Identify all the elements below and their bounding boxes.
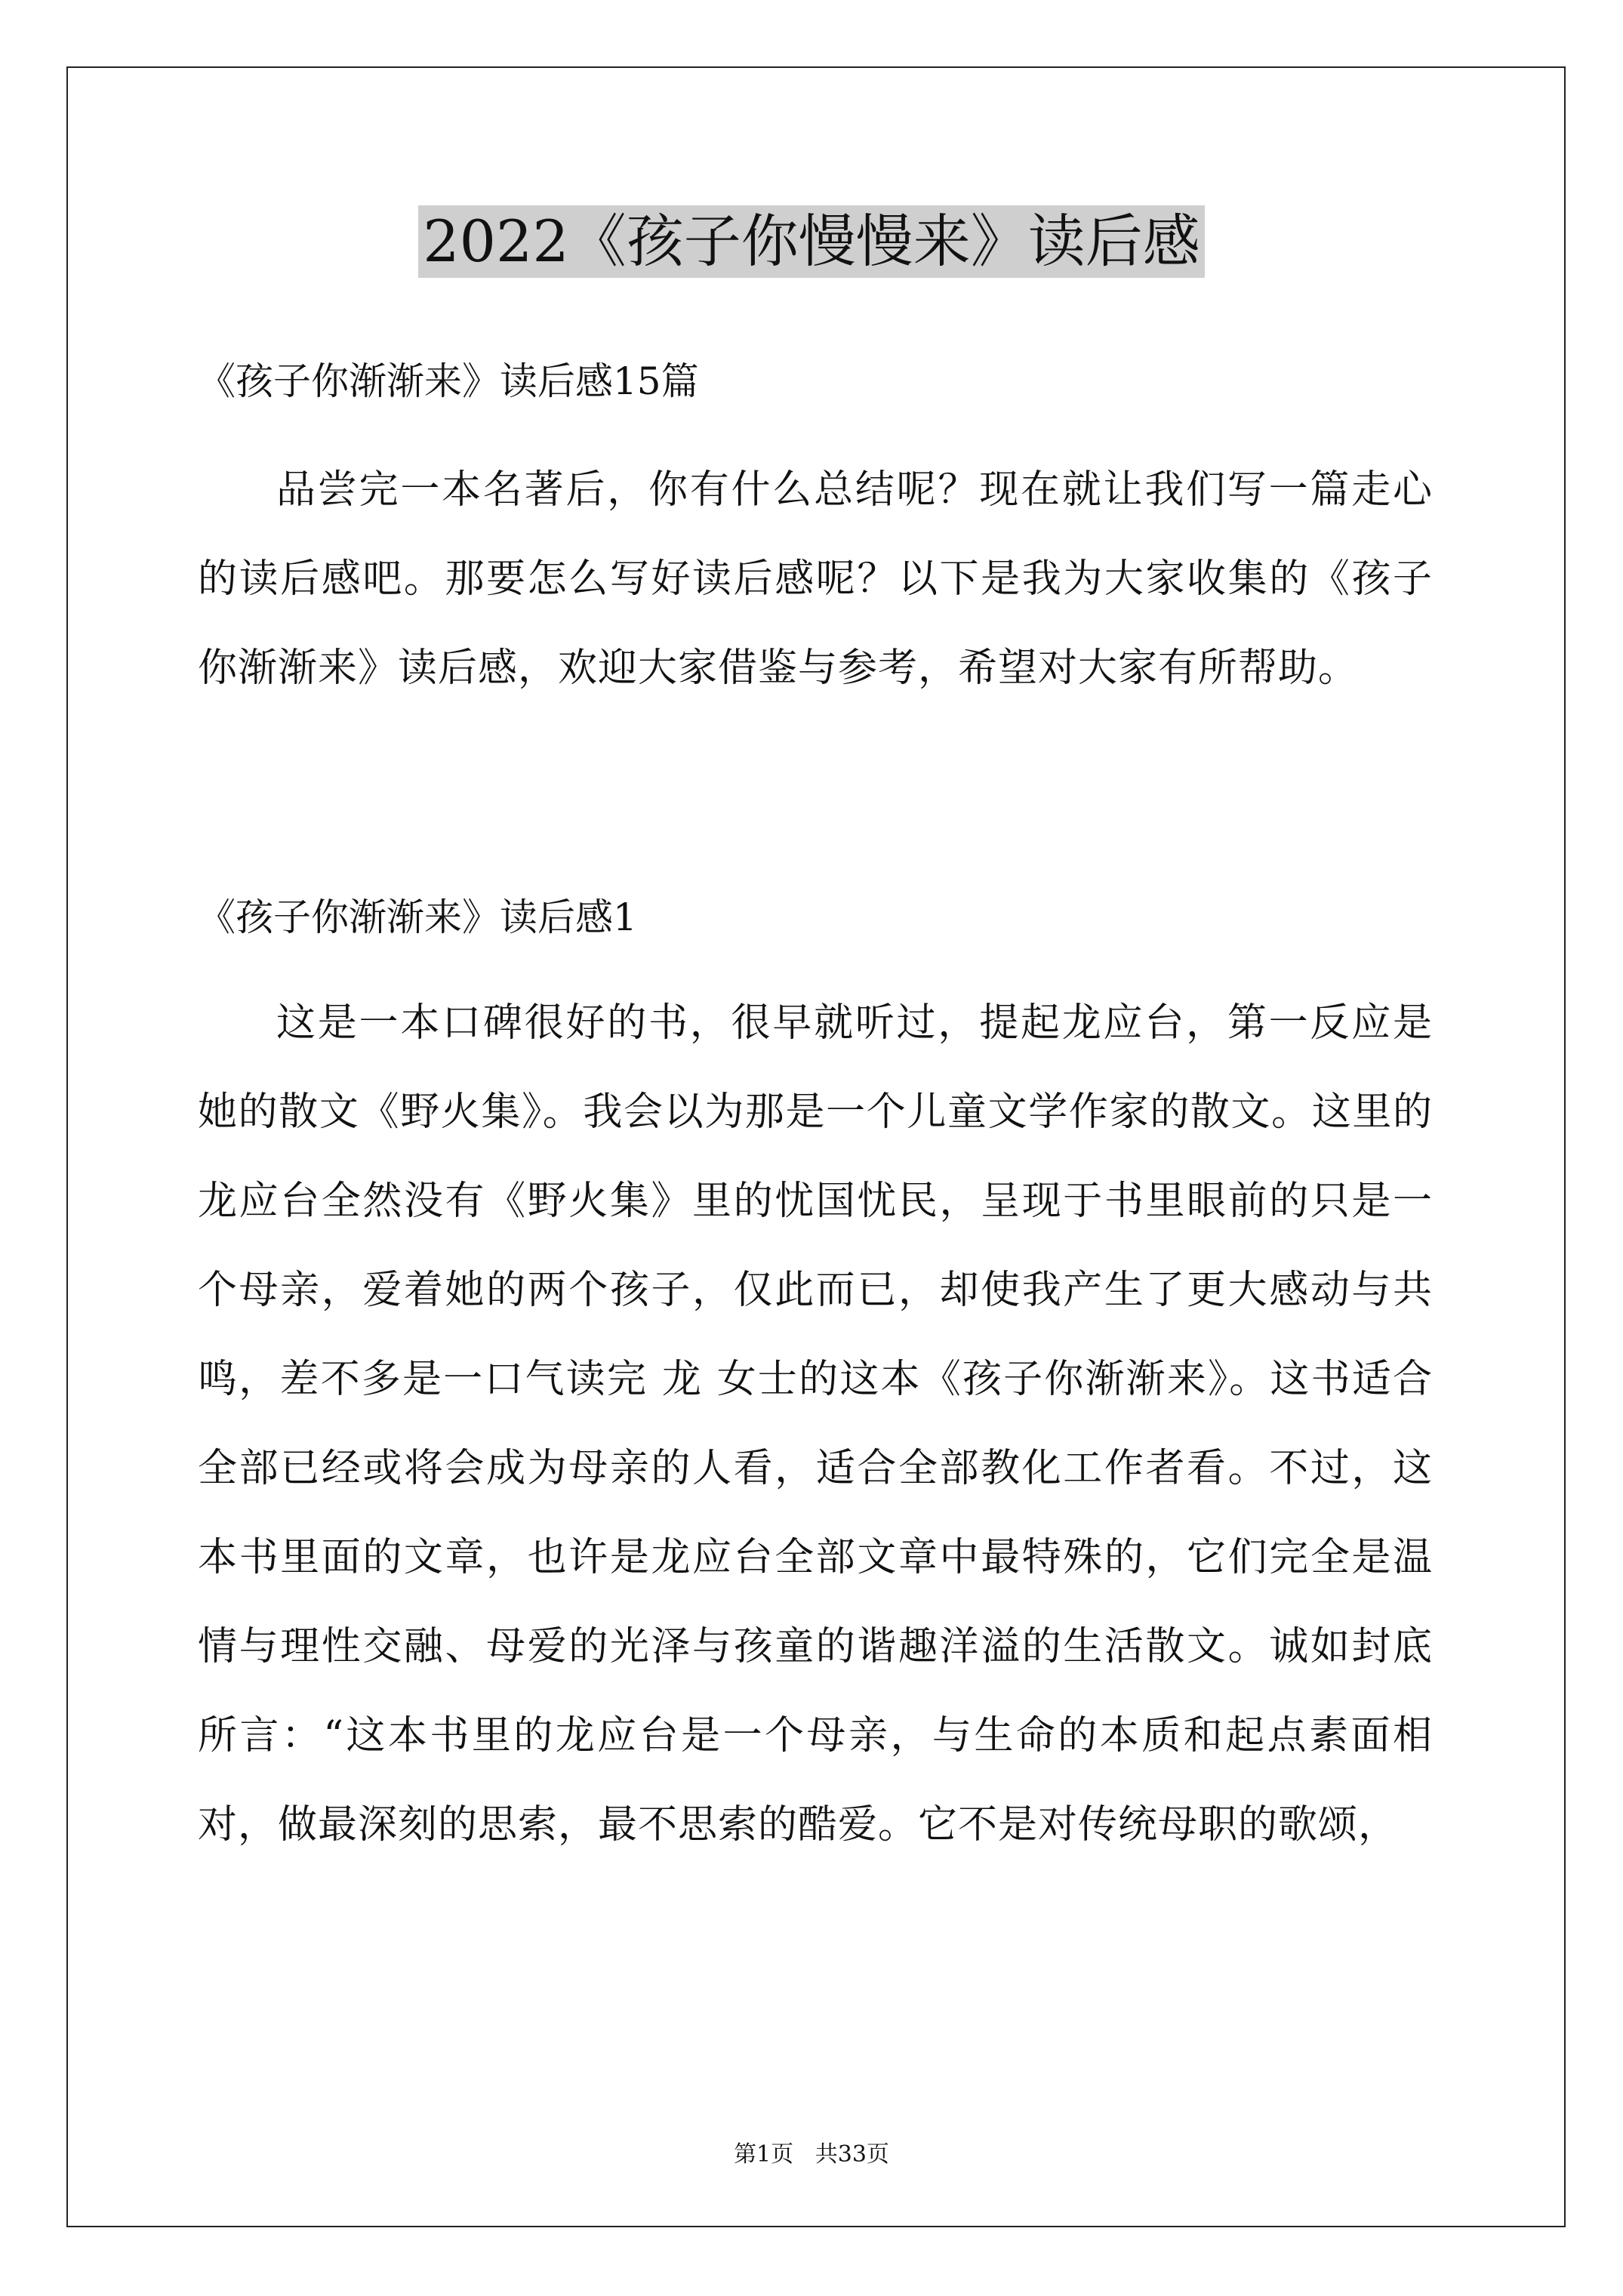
section-heading: 《孩子你渐渐来》读后感1 — [198, 895, 637, 939]
intro-paragraph: 品尝完一本名著后，你有什么总结呢？现在就让我们写一篇走心的读后感吧。那要怎么写好读后感呢？以下是我为大家收集的《孩子你渐渐来》读后感，欢迎大家借鉴与参考，希望对大家有所帮助。 — [198, 467, 1433, 691]
page-footer: 第1页 共33页 — [734, 2141, 889, 2168]
document-subtitle: 《孩子你渐渐来》读后感15篇 — [198, 359, 699, 403]
title-container — [0, 205, 1623, 278]
body-paragraph: 这是一本口碑很好的书，很早就听过，提起龙应台，第一反应是她的散文《野火集》。我会以为那是一个儿童文学作家的散文。这里的龙应台全然没有《野火集》里的忧国忧民，呈现于书里眼前的只是一个母亲，爱着她的两个孩子，仅此而已，却使我产生了更大感动与共鸣，差不多是一口气读完 龙 女士的这本《孩子你渐渐来》。这书适合全部已经或将会成为母亲的人看，适合全部教化工作者看。不过，这本书里面的文章，也许是龙应台全部文章中最特殊的，它们完全是温情与理性交融、母爱的光泽与孩童的谐趣洋溢的生活散文。诚如封底所言：“这本书里的龙应台是一个母亲，与生命的本质和起点素面相对，做最深刻的思索，最不思索的酷爱。它不是对传统母职的歌颂， — [198, 1000, 1433, 1848]
document-title: 2022《孩子你慢慢来》读后感 — [418, 205, 1204, 278]
